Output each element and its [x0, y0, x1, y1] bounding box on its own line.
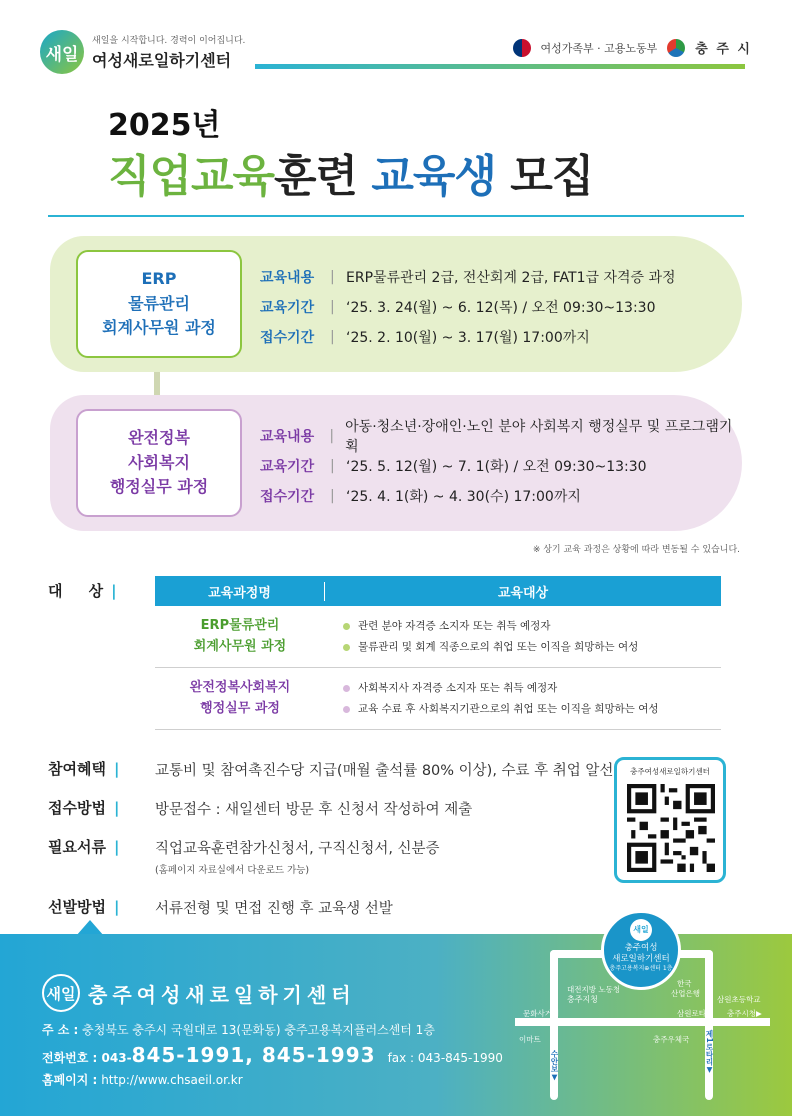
title-part4: 모집: [510, 151, 594, 202]
target-table: [155, 576, 721, 730]
center-logo: [40, 30, 245, 74]
row-separator: |: [329, 428, 335, 444]
map-road: [515, 1018, 770, 1026]
application-method-label: [48, 797, 119, 818]
qr-label: 충주여성새로일하기센터: [630, 767, 710, 776]
item-text: 관련 분야 자격증 소지자 또는 취득 예정자: [358, 619, 551, 632]
course-name-line: 회계사무원 과정: [102, 318, 216, 338]
ministries-label: 여성가족부 · 고용노동부: [540, 41, 658, 55]
benefits-label: [48, 758, 119, 779]
course-name-line: 사회복지: [128, 452, 190, 472]
course-name-line: 완전정복사회복지: [189, 679, 291, 695]
map-label: 충주우체국: [653, 1035, 690, 1044]
label-bar: |: [113, 759, 120, 778]
row-separator: |: [330, 269, 335, 285]
label-text: 참여혜택: [48, 760, 106, 778]
course-details: [260, 421, 742, 511]
map-label: 이마트: [519, 1035, 541, 1044]
label-text: 필요서류: [48, 838, 106, 856]
saeil-logo-badge: 새일: [630, 919, 652, 941]
row-value: ‘25. 5. 12(월) ~ 7. 1(화) / 오전 09:30~13:30: [346, 459, 647, 475]
logo-center-name: 여성새로일하기센터: [92, 51, 232, 70]
course-row-content: [260, 419, 742, 455]
bullet-icon: [343, 623, 350, 630]
pin-line: 새로일하기센터: [612, 954, 670, 965]
course-row-content: [260, 262, 676, 292]
row-separator: |: [330, 329, 335, 345]
footer-center-name: 충주여성새로일하기센터: [88, 982, 356, 1007]
sponsor-logos: [513, 38, 752, 57]
qr-code-box[interactable]: [614, 757, 726, 883]
row-value: ERP물류관리 2급, 전산회계 2급, FAT1급 자격증 과정: [346, 270, 676, 286]
map-label: 충주시청▶: [727, 1009, 762, 1018]
footer-phone: [42, 1043, 503, 1067]
row-label: 접수기간: [260, 330, 315, 346]
location-map: [505, 900, 775, 1105]
phone-value[interactable]: 845-1991, 845-1993: [131, 1043, 376, 1067]
saeil-logo-badge: 새일: [40, 30, 84, 74]
target-label: [48, 580, 117, 601]
selection-value: 서류전형 및 면접 진행 후 교육생 선발: [155, 901, 393, 917]
row-separator: |: [330, 458, 335, 474]
title-part3: 교육생: [371, 151, 496, 202]
documents-value: 직업교육훈련참가신청서, 구직신청서, 신분증: [155, 841, 440, 857]
saeil-logo-badge: 새일: [42, 974, 80, 1012]
course-name-box: [76, 409, 242, 517]
row-label: 교육기간: [260, 459, 315, 475]
footer-address: [42, 1021, 435, 1038]
row-course-name: [155, 678, 325, 720]
course-details: [260, 262, 676, 352]
label-text: 접수방법: [48, 799, 106, 817]
label-bar: |: [113, 897, 120, 916]
phone-label: 전화번호 : 043-: [42, 1051, 132, 1065]
documents-note: (홈페이지 자료실에서 다운로드 가능): [155, 865, 310, 876]
city-label: 충 주 시: [695, 42, 752, 57]
item-text: 사회복지사 자격증 소지자 또는 취득 예정자: [358, 681, 558, 694]
map-label: 한국: [677, 979, 692, 988]
row-label: 교육내용: [260, 429, 315, 445]
list-item: [343, 616, 721, 637]
item-text: 물류관리 및 회계 직종으로의 취업 또는 이직을 희망하는 여성: [358, 640, 639, 653]
row-separator: |: [330, 299, 335, 315]
fax-value: fax : 043-845-1990: [387, 1051, 503, 1065]
center-location-pin: [601, 910, 681, 990]
course-name-line: ERP물류관리: [200, 617, 280, 633]
list-item: [343, 699, 721, 720]
course-name-line: 행정실무 과정: [200, 700, 280, 716]
footer-logo: [42, 974, 356, 1012]
title-part1: 직업교육: [108, 151, 275, 202]
row-label: 교육내용: [260, 270, 315, 286]
row-separator: |: [330, 488, 335, 504]
address-label: 주 소 :: [42, 1023, 79, 1037]
course-name-line: 물류관리: [128, 293, 190, 313]
bullet-icon: [343, 685, 350, 692]
change-notice: ※ 상기 교육 과정은 상황에 따라 변동될 수 있습니다.: [532, 545, 740, 555]
header-course: 교육과정명: [155, 582, 325, 601]
row-target-list: [325, 616, 721, 658]
header-divider: [255, 64, 745, 69]
table-row: [155, 606, 721, 668]
row-value: ‘25. 3. 24(월) ~ 6. 12(목) / 오전 09:30~13:30: [346, 300, 656, 316]
logo-slogan: 새일을 시작합니다. 경력이 이어집니다.: [92, 36, 246, 46]
map-label: 삼원초등학교: [717, 995, 761, 1004]
course-name-line: ERP: [141, 268, 177, 288]
qr-code-icon[interactable]: [627, 784, 715, 872]
page-title: [108, 140, 593, 204]
documents-label: [48, 836, 119, 857]
row-value: 아동·청소년·장애인·노인 분야 사회복지 행정실무 및 프로그램기획: [345, 419, 733, 455]
benefits-value: 교통비 및 참여촉진수당 지급(매월 출석률 80% 이상), 수료 후 취업 알선: [155, 763, 614, 779]
course-name-line: 회계사무원 과정: [193, 638, 287, 654]
course-card-erp: [50, 236, 742, 372]
logo-text: [92, 33, 245, 71]
map-label: 산업은행: [671, 989, 700, 998]
title-divider: [48, 215, 744, 217]
label-bar: |: [111, 581, 117, 600]
target-label-text: 대 상: [48, 582, 104, 600]
chungju-city-icon: [667, 39, 685, 57]
footer-homepage: [42, 1071, 243, 1088]
row-course-name: [155, 616, 325, 658]
bullet-icon: [343, 706, 350, 713]
list-item: [343, 678, 721, 699]
course-row-application: [260, 322, 676, 352]
pin-line: 충주여성: [624, 943, 658, 953]
row-label: 접수기간: [260, 489, 315, 505]
item-text: 교육 수료 후 사회복지기관으로의 취업 또는 이직을 희망하는 여성: [358, 702, 659, 715]
course-connector: [154, 372, 160, 395]
taegeuk-icon: [513, 39, 531, 57]
table-header: [155, 576, 721, 606]
selection-label: [48, 896, 119, 917]
row-label: 교육기간: [260, 300, 315, 316]
title-year: 2025년: [108, 108, 221, 143]
course-name-box: [76, 250, 242, 358]
bullet-icon: [343, 644, 350, 651]
course-row-application: [260, 481, 742, 511]
map-label: 문화사거리: [523, 1009, 560, 1018]
pin-small: 충주고용복지⊕센터 1층: [609, 965, 673, 973]
label-bar: |: [113, 837, 120, 856]
table-row: [155, 668, 721, 730]
row-value: ‘25. 2. 10(월) ~ 3. 17(월) 17:00까지: [346, 330, 590, 346]
homepage-link[interactable]: http://www.chsaeil.or.kr: [101, 1073, 243, 1087]
row-value: ‘25. 4. 1(화) ~ 4. 30(수) 17:00까지: [346, 489, 581, 505]
row-target-list: [325, 678, 721, 720]
course-card-social-welfare: [50, 395, 742, 531]
title-part2: 훈련: [274, 151, 358, 202]
map-label: 삼원로타리: [677, 1009, 714, 1018]
map-label: 수안보▼: [550, 1050, 559, 1082]
map-label: 대전지방 노동청: [567, 985, 621, 994]
homepage-label: 홈페이지 :: [42, 1073, 98, 1087]
course-name-line: 행정실무 과정: [109, 477, 209, 497]
label-bar: |: [113, 798, 120, 817]
course-row-period: [260, 292, 676, 322]
course-name-line: 완전정복: [128, 427, 190, 447]
application-method-value: 방문접수 : 새일센터 방문 후 신청서 작성하여 제출: [155, 802, 473, 818]
map-label: 충주지청: [567, 995, 598, 1004]
header-target: 교육대상: [497, 585, 549, 601]
address-value: 충청북도 충주시 국원대로 13(문화동) 충주고용복지플러스센터 1층: [82, 1023, 435, 1037]
list-item: [343, 637, 721, 658]
map-label: 제1로타리▼: [705, 1030, 714, 1075]
label-text: 선발방법: [48, 898, 106, 916]
